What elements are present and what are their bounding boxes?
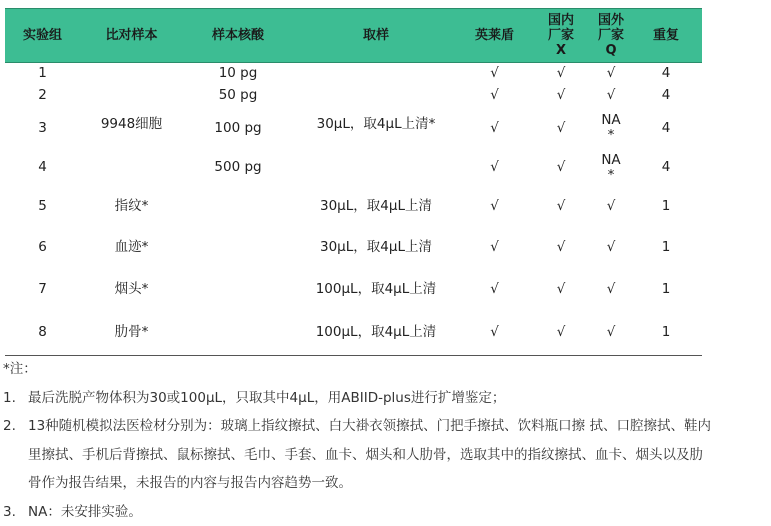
- header-vendor-q-line2: 厂家: [592, 28, 630, 43]
- cell-repeat: 4: [630, 150, 702, 186]
- cell-sample: 指纹*: [80, 186, 183, 227]
- cell-vendor-x: √: [530, 107, 592, 150]
- header-nucleic: 样本核酸: [183, 9, 293, 63]
- cell-repeat: 1: [630, 268, 702, 311]
- cell-group: 6: [5, 227, 80, 268]
- header-vendor-x-line1: 国内: [530, 13, 592, 28]
- note-number: 3.: [3, 498, 16, 526]
- cell-vendor-x: √: [530, 85, 592, 107]
- cell-sampling: 100μL，取4μL上清: [293, 311, 459, 356]
- cell-vendor-x: √: [530, 311, 592, 356]
- cell-group: 8: [5, 311, 80, 356]
- cell-repeat: 1: [630, 311, 702, 356]
- cell-yinglaidun: √: [459, 107, 530, 150]
- cell-nucleic: [183, 268, 293, 311]
- note-text: 13种随机模拟法医检材分别为：玻璃上指纹擦拭、白大褂衣领擦拭、门把手擦拭、饮料瓶口擦 拭、口腔擦拭、鞋内里擦拭、手机后背擦拭、鼠标擦拭、毛巾、手套、血卡、烟头和人肋骨，选取其中的指纹擦拭、血卡、烟头以及肋骨作为报告结果，未报告的内容与报告内容趋势一致。: [28, 418, 711, 491]
- cell-nucleic: [183, 227, 293, 268]
- header-vendor-x-line3: X: [530, 43, 592, 58]
- header-group: 实验组: [5, 9, 80, 63]
- note-item: [3, 384, 713, 413]
- cell-vendor-x: √: [530, 150, 592, 186]
- cell-group: 5: [5, 186, 80, 227]
- cell-nucleic: [183, 311, 293, 356]
- cell-sample: 肋骨*: [80, 311, 183, 356]
- cell-yinglaidun: √: [459, 63, 530, 85]
- cell-nucleic: 500 pg: [183, 150, 293, 186]
- cell-sampling-merged: 30μL，取4μL上清*: [293, 63, 459, 186]
- cell-group: 2: [5, 85, 80, 107]
- header-yinglaidun: 英莱盾: [459, 9, 530, 63]
- table-row: [5, 268, 702, 311]
- header-sample: 比对样本: [80, 9, 183, 63]
- table-header-row: [5, 9, 702, 63]
- header-sampling: 取样: [293, 9, 459, 63]
- cell-vendor-q: √: [592, 63, 630, 85]
- cell-vendor-q-na: NA: [592, 153, 630, 168]
- cell-group: 3: [5, 107, 80, 150]
- note-text: 最后洗脱产物体积为30或100μL，只取其中4μL，用ABIID-plus进行扩增鉴定；: [28, 390, 505, 406]
- cell-repeat: 1: [630, 227, 702, 268]
- cell-nucleic: 50 pg: [183, 85, 293, 107]
- cell-yinglaidun: √: [459, 227, 530, 268]
- cell-vendor-q: √: [592, 227, 630, 268]
- cell-repeat: 4: [630, 63, 702, 85]
- cell-yinglaidun: √: [459, 150, 530, 186]
- header-vendor-q-line3: Q: [592, 43, 630, 58]
- header-vendor-x-line2: 厂家: [530, 28, 592, 43]
- cell-sample: 烟头*: [80, 268, 183, 311]
- cell-repeat: 4: [630, 107, 702, 150]
- cell-vendor-x: √: [530, 63, 592, 85]
- cell-repeat: 1: [630, 186, 702, 227]
- cell-vendor-x: √: [530, 227, 592, 268]
- table-row: [5, 227, 702, 268]
- cell-sampling: 30μL，取4μL上清: [293, 186, 459, 227]
- cell-group: 7: [5, 268, 80, 311]
- cell-sampling: 30μL，取4μL上清: [293, 227, 459, 268]
- header-vendor-x: [530, 9, 592, 63]
- header-repeat: 重复: [630, 9, 702, 63]
- cell-yinglaidun: √: [459, 85, 530, 107]
- cell-group: 4: [5, 150, 80, 186]
- cell-yinglaidun: √: [459, 186, 530, 227]
- experiment-table: [5, 8, 702, 356]
- cell-vendor-q: √: [592, 186, 630, 227]
- table-row: [5, 63, 702, 85]
- note-number: 1.: [3, 384, 16, 413]
- cell-repeat: 4: [630, 85, 702, 107]
- note-text: NA：未安排实验。: [28, 504, 142, 520]
- cell-nucleic: 10 pg: [183, 63, 293, 85]
- cell-vendor-x: √: [530, 186, 592, 227]
- notes-title: *注：: [3, 355, 713, 384]
- cell-vendor-q: √: [592, 85, 630, 107]
- cell-yinglaidun: √: [459, 268, 530, 311]
- cell-vendor-x: √: [530, 268, 592, 311]
- cell-yinglaidun: √: [459, 311, 530, 356]
- cell-sampling: 100μL，取4μL上清: [293, 268, 459, 311]
- header-vendor-q-line1: 国外: [592, 13, 630, 28]
- notes-section: [3, 355, 713, 526]
- cell-nucleic: 100 pg: [183, 107, 293, 150]
- cell-group: 1: [5, 63, 80, 85]
- cell-vendor-q: [592, 150, 630, 186]
- table-row: [5, 186, 702, 227]
- cell-vendor-q-star: *: [592, 128, 630, 143]
- note-number: 2.: [3, 412, 16, 441]
- cell-vendor-q-star: *: [592, 168, 630, 183]
- cell-vendor-q: √: [592, 311, 630, 356]
- table-row: [5, 311, 702, 356]
- note-item: [3, 412, 713, 498]
- header-vendor-q: [592, 9, 630, 63]
- cell-sample-merged: 9948细胞: [80, 63, 183, 186]
- cell-vendor-q: √: [592, 268, 630, 311]
- notes-list: [3, 384, 713, 526]
- cell-nucleic: [183, 186, 293, 227]
- cell-vendor-q: [592, 107, 630, 150]
- cell-sample: 血迹*: [80, 227, 183, 268]
- cell-vendor-q-na: NA: [592, 113, 630, 128]
